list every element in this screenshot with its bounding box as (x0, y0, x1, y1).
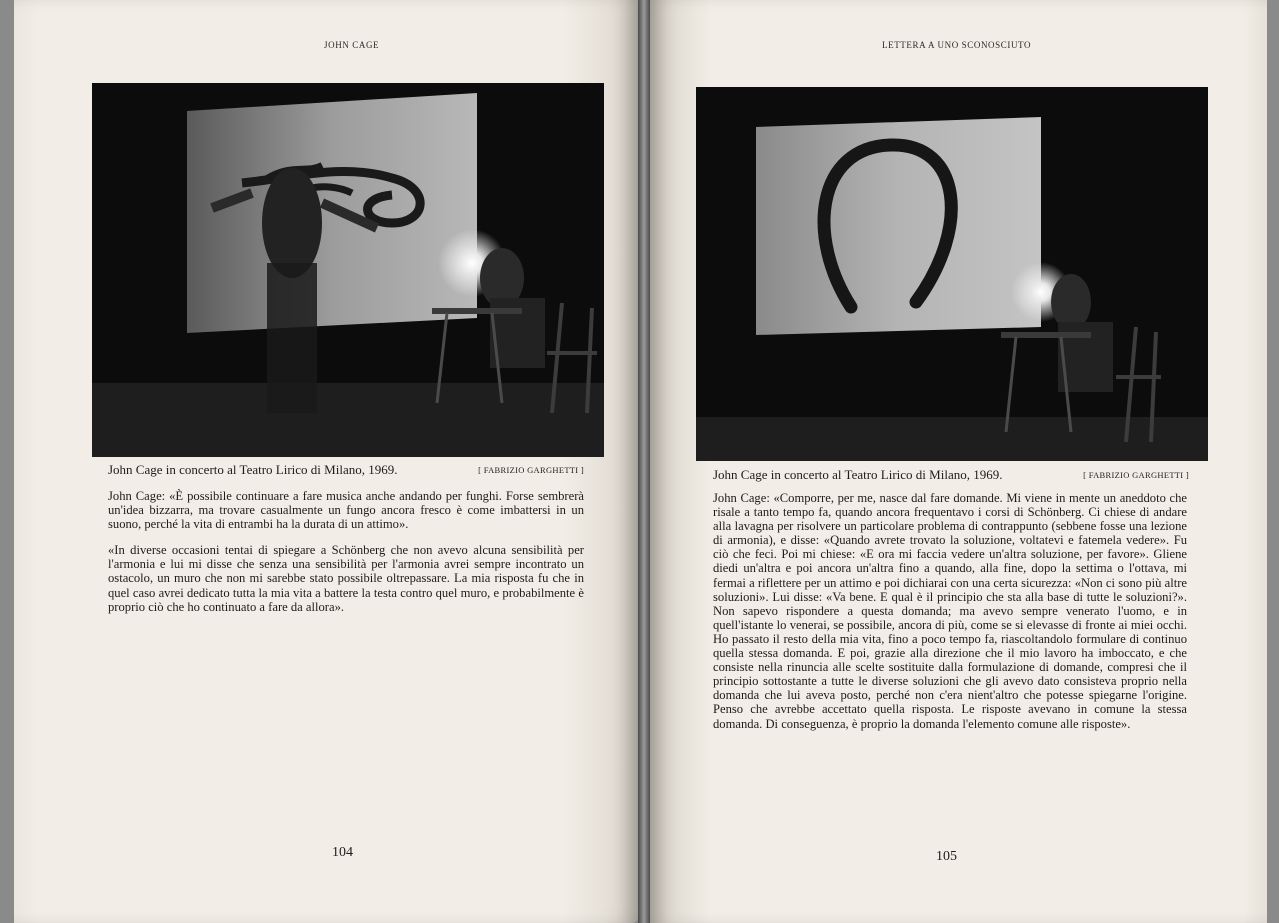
left-page (14, 0, 638, 923)
book-gutter (638, 0, 650, 923)
body-text (713, 491, 1187, 743)
photo-credit: [ FABRIZIO GARGHETTI ] (1083, 470, 1189, 480)
running-header: LETTERA A UNO SCONOSCIUTO (882, 40, 1032, 50)
paragraph: John Cage: «È possibile continuare a fare musica anche andando per funghi. Forse sembrerà un'idea bizzarra, ma trovare casualmente un fungo ancora fresco è come imbattersi in un suono, perché la vita di entrambi ha la durata di un attimo». (108, 489, 584, 532)
paragraph: John Cage: «Comporre, per me, nasce dal fare domande. Mi viene in mente un aneddoto che risale a tanto tempo fa, quando ancora frequentavo i corsi di Schönberg. Ci chiese di andare alla lavagna per risolvere un particolare problema di contrappunto (sebbene fosse una lezione di armonia), e disse: «Quando avrete trovato la soluzione, voltatevi e fatemela vedere». Fu ciò che feci. Poi mi chiese: «E ora mi faccia vedere un'altra soluzione, per favore». Gliene diedi un'altra e poi ancora un'altra fino a quando, alla fine, dopo la settima o l'ottava, mi fermai a riflettere per un attimo e poi dichiarai con una certa sicurezza: «Non ci sono più altre soluzioni». Lui disse: «Va bene. E qual è il principio che sta alla base di tutte le soluzioni?». Non sapevo rispondere a questa domanda; ma avevo sempre venerato l'uomo, e in quell'istante lo venerai, se possibile, ancora di più, come se si elevasse di fronte ai miei occhi. Ho passato il resto della mia vita, fino a poco tempo fa, riascoltandolo formulare di continuo quella stessa domanda. E poi, grazie alla direzione che il mio lavoro ha imboccato, e che consiste nella rinuncia alle scelte sostituite dalla formulazione di domande, compresi che il principio sottostante a tutte le diverse soluzioni che gli avevo dato consisteva proprio nella domanda che lui aveva posto, perché non c'era nient'altro che potesse spiegarne l'origine. Penso che avrebbe accettato quella risposta. Le risposte avevano in comune la stessa domanda. Di conseguenza, è proprio la domanda l'elemento comune alle risposte». (713, 491, 1187, 731)
body-text (108, 489, 584, 626)
photo-caption (108, 462, 584, 478)
caption-text: John Cage in concerto al Teatro Lirico di Milano, 1969. (713, 467, 1003, 482)
page-number: 105 (936, 849, 957, 864)
concert-photo-left (92, 83, 604, 457)
paragraph: «In diverse occasioni tentai di spiegare a Schönberg che non avevo alcuna sensibilità per l'armonia e lui mi disse che senza una sensibilità per l'armonia avrei sempre incontrato un ostacolo, un muro che non mi sarebbe stato possibile oltrepassare. La mia risposta fu che in quel caso avrei dedicato tutta la mia vita a battere la testa contro quel muro, e probabilmente è proprio ciò che ho continuato a fare da allora». (108, 543, 584, 614)
photo-credit: [ FABRIZIO GARGHETTI ] (478, 465, 584, 475)
photo-performer-painting (92, 83, 604, 457)
photo-caption (713, 467, 1189, 483)
caption-text: John Cage in concerto al Teatro Lirico di Milano, 1969. (108, 462, 398, 477)
running-header: JOHN CAGE (324, 40, 380, 50)
page-number: 104 (332, 845, 353, 860)
photo-omega-painting (696, 87, 1208, 461)
right-page (650, 0, 1267, 923)
concert-photo-right (696, 87, 1208, 461)
